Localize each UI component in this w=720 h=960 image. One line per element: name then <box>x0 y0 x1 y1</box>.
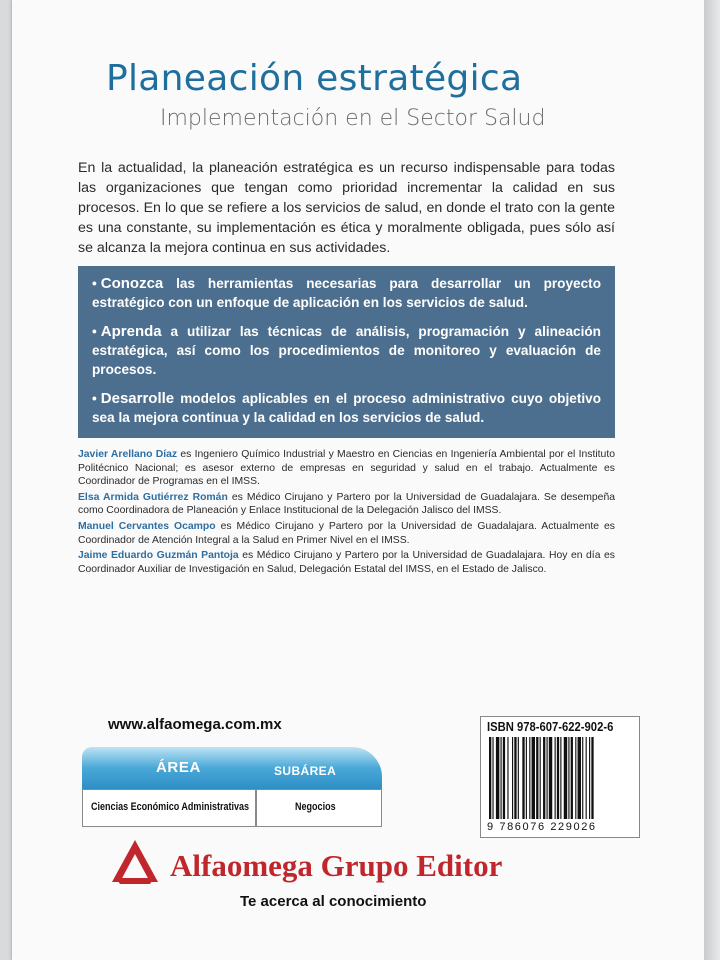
area-values <box>82 789 382 827</box>
highlight-lead: Conozca <box>100 275 164 292</box>
highlight-text: a utilizar las técnicas de análisis, programación y alineación estratégica, así como los procedimientos de monitoreo y evaluación de procesos. <box>92 324 601 377</box>
barcode-bar <box>560 737 561 819</box>
barcode-bar <box>507 737 508 819</box>
barcode-bar <box>578 737 581 819</box>
subarea-value: Negocios <box>295 801 336 813</box>
intro-paragraph: En la actualidad, la planeación estratégica es un recurso indispensable para todas las organizaciones que tengan como prioridad incrementar la calidad en sus procesos. En lo que se refiere a los servicios de salud, en donde el trato con la gente es una constante, su implementación es ética y moralmente obligada, pues sólo así se alcanza la mejora continua en sus actividades. <box>78 160 615 256</box>
barcode-bar <box>496 737 499 819</box>
area-value: Ciencias Económico Administrativas <box>91 801 250 813</box>
author-bio <box>78 549 615 576</box>
author-bio <box>78 491 615 518</box>
author-name: Jaime Eduardo Guzmán Pantoja <box>78 550 239 562</box>
barcode-bar <box>501 737 502 819</box>
author-description: es Médico Cirujano y Partero por la Universidad de Guadalajara. Actualmente es Coordinador de Atención Integral a la Salud en Primer Nivel en el IMSS. <box>78 520 616 546</box>
area-header <box>82 747 382 789</box>
isbn-barcode-box <box>480 716 640 838</box>
author-description: es Médico Cirujano y Partero por la Universidad de Guadalajara. Hoy en día es Coordinador Auxiliar de Investigación en Salud, Delegación Estatal del IMSS, en el Estado de Jalisco. <box>78 550 615 575</box>
book-subtitle: Implementación en el Sector Salud <box>160 106 546 131</box>
barcode-bar <box>514 737 516 819</box>
author-bios <box>78 448 615 578</box>
book-title: Planeación estratégica <box>106 58 523 99</box>
barcode-bar <box>522 737 524 819</box>
barcode-bar <box>536 737 538 819</box>
author-name: Javier Arellano Díaz <box>78 449 178 460</box>
barcode-bar <box>568 737 569 819</box>
barcode-bar <box>489 737 491 819</box>
website-link[interactable]: www.alfaomega.com.mx <box>108 716 282 733</box>
barcode-bar <box>518 737 519 819</box>
publisher-tagline: Te acerca al conocimiento <box>240 893 427 910</box>
area-divider <box>255 790 257 826</box>
subarea-label: SUBÁREA <box>274 764 337 778</box>
barcode-bar <box>557 737 559 819</box>
barcode-icon <box>489 737 633 819</box>
highlight-item <box>92 274 601 312</box>
barcode-bar <box>589 737 590 819</box>
barcode-bar <box>586 737 587 819</box>
author-bio <box>78 448 615 489</box>
author-description: es Ingeniero Químico Industrial y Maestro en Ciencias en Ingeniería Ambiental por el Instituto Politécnico Nacional; es asesor externo de empresas en seguridad y salud en el trabajo. Actualmente es Coordinador de Programas en el IMSS. <box>78 449 615 488</box>
author-name: Manuel Cervantes Ocampo <box>78 520 216 532</box>
alfaomega-logo-icon <box>110 838 160 886</box>
barcode-bar <box>512 737 513 819</box>
highlight-item <box>92 322 601 379</box>
barcode-bar <box>555 737 556 819</box>
barcode-digits: 9 786076 229026 <box>487 821 597 833</box>
barcode-bar <box>529 737 530 819</box>
highlight-lead: Desarrolle <box>100 390 175 407</box>
publisher-brand: Alfaomega Grupo Editor <box>170 848 503 883</box>
barcode-bar <box>564 737 567 819</box>
highlight-lead: Aprenda <box>100 323 162 340</box>
bullet-icon: • <box>92 391 97 406</box>
barcode-bar <box>532 737 535 819</box>
barcode-bar <box>526 737 527 819</box>
bullet-icon: • <box>92 276 97 291</box>
subject-area-panel <box>82 747 382 827</box>
highlights-box <box>78 266 615 438</box>
author-name: Elsa Armida Gutiérrez Román <box>78 491 228 503</box>
highlight-text: las herramientas necesarias para desarrollar un proyecto estratégico con un enfoque de aplicación en los servicios de salud. <box>92 276 601 310</box>
barcode-bar <box>492 737 493 819</box>
barcode-bar <box>540 737 541 819</box>
barcode-bar <box>549 737 552 819</box>
barcode-bar <box>582 737 583 819</box>
isbn-text: ISBN 978-607-622-902-6 <box>487 720 614 734</box>
author-bio <box>78 520 615 547</box>
barcode-bar <box>575 737 576 819</box>
highlight-item <box>92 389 601 427</box>
barcode-bar <box>547 737 548 819</box>
barcode-bar <box>571 737 573 819</box>
author-description: es Médico Cirujano y Partero por la Universidad de Guadalajara. Se desempeña como Coordinadora de Planeación y Enlace Institucional de la Delegación Jalisco del IMSS. <box>78 491 616 517</box>
barcode-bar <box>591 737 593 819</box>
barcode-bar <box>543 737 545 819</box>
bullet-icon: • <box>92 324 97 339</box>
highlight-text: modelos aplicables en el proceso administrativo cuyo objetivo sea la mejora continua y la calidad en los servicios de salud. <box>92 391 601 425</box>
barcode-bar <box>503 737 505 819</box>
page-edge <box>704 0 720 960</box>
area-label: ÁREA <box>156 759 201 776</box>
